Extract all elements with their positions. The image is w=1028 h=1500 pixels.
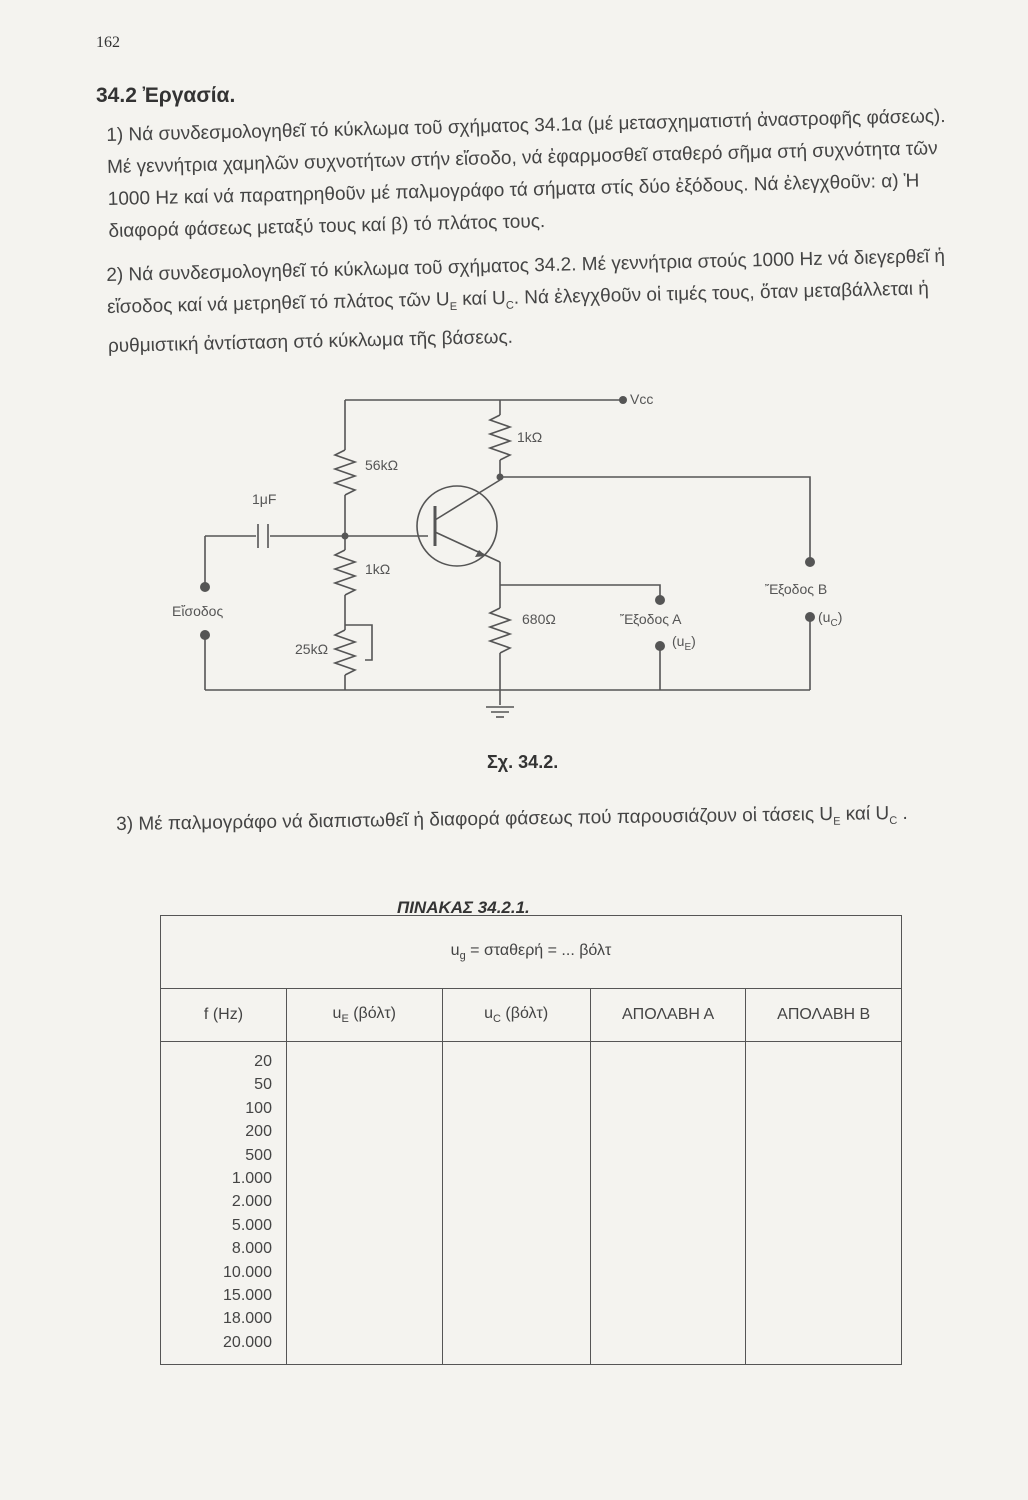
capacitor-label: 1μF (252, 491, 277, 507)
measurement-table (160, 915, 902, 1365)
frequency-value: 100 (245, 1099, 272, 1117)
header-frequency: f (Hz) (161, 989, 287, 1042)
header-ue: $u_E$ (βόλτ) (286, 989, 442, 1042)
output-a-wire (500, 585, 660, 598)
frequency-value: 20.000 (223, 1333, 272, 1351)
table-body-row (161, 1042, 902, 1365)
figure-caption: Σχ. 34.2. (487, 752, 559, 772)
paragraph-1: 1) Νά συνδεσμολογηθεῖ τό κύκλωμα τοῦ σχήματος 34.1α (μέ μετασχηματιστή ἀναστροφῆς φάσεως). Μέ γεννήτρια χαμηλῶν συχνοτήτων στήν εἴσοδο, νά ἐφαρμοσθεῖ σταθερό σῆμα στή συχνότητα τῶν 1000 Hz καί νά παρατηρηθοῦν μέ παλμογράφο τά σήματα στίς δύο ἐξόδους. Νά ἐλεγχθοῦν: α) Ἡ διαφορά φάσεως μεταξύ τους καί β) τό πλάτος τους. (106, 105, 946, 242)
gain-b-column (746, 1042, 902, 1365)
input-terminal-top (200, 582, 210, 592)
subscript-c: C (505, 299, 514, 312)
junction-dot (497, 474, 504, 481)
junction-dot (342, 533, 349, 540)
circuit-diagram (160, 380, 880, 740)
potentiometer-25k-symbol (335, 630, 355, 675)
paragraph-3-end: . (896, 802, 908, 825)
header-uc: $u_C$ (βόλτ) (442, 989, 590, 1042)
subscript-e: E (833, 815, 841, 828)
input-label: Εἴσοδος (172, 603, 224, 619)
gain-a-column (590, 1042, 746, 1365)
ue-column (286, 1042, 442, 1365)
input-terminal-bottom (200, 630, 210, 640)
frequency-value: 18.000 (223, 1310, 272, 1328)
table-title: ΠΙΝΑΚΑΣ 34.2.1. (397, 898, 530, 917)
frequency-value: 15.000 (223, 1287, 272, 1305)
subscript-e: E (449, 300, 458, 314)
r-collector-label: 1kΩ (517, 429, 543, 445)
output-b-label: Ἔξοδος Β (765, 581, 828, 597)
r-base-top-label: 56kΩ (365, 457, 399, 473)
output-a-terminal-top (655, 595, 665, 605)
output-b-value: $(u_C)$ (818, 609, 843, 629)
paragraph-3 (116, 796, 966, 849)
header-gain-b: ΑΠΟΛΑΒΗ Β (746, 989, 902, 1042)
output-a-terminal-bottom (655, 641, 665, 651)
r-base-bottom-label: 1kΩ (365, 561, 391, 577)
frequency-value: 8.000 (231, 1240, 272, 1258)
resistor-1k-collector-symbol (490, 415, 510, 460)
page-number: 162 (96, 34, 120, 51)
output-b-terminal-bottom (805, 612, 815, 622)
transistor-collector-lead (435, 480, 500, 520)
section-title: 34.2 Ἐργασία. (96, 84, 236, 107)
frequency-column (161, 1042, 287, 1365)
frequency-value: 500 (245, 1146, 272, 1164)
frequency-value: 20 (254, 1053, 272, 1070)
frequency-value: 2.000 (231, 1193, 272, 1211)
output-b-terminal-top (805, 557, 815, 567)
paragraph-2-text: 2) Νά συνδεσμολογηθεῖ τό κύκλωμα τοῦ σχήματος 34.2. Μέ γεννήτρια στούς 1000 Hz νά διεγερθεῖ ἡ εἴσοδος καί νά μετρηθεῖ τό πλάτος τῶν U (106, 245, 946, 318)
resistor-56k-symbol (335, 450, 355, 495)
paragraph-2-mid: καί U (456, 287, 506, 311)
frequency-value: 200 (245, 1123, 272, 1141)
output-b-wire (500, 477, 810, 560)
frequency-value: 5.000 (231, 1216, 272, 1234)
r-emitter-label: 680Ω (522, 611, 556, 627)
table-header-row (161, 989, 902, 1042)
subscript-c: C (889, 814, 898, 828)
paragraph-3-mid: καί U (840, 803, 890, 825)
output-a-label: Ἔξοδος Α (620, 611, 682, 627)
output-a-value: $(u_E)$ (672, 633, 696, 653)
vcc-terminal (619, 396, 627, 404)
paragraph-3-text: 3) Μέ παλμογράφο νά διαπιστωθεῖ ἡ διαφορά φάσεως πού παρουσιάζουν οἱ τάσεις U (116, 803, 834, 835)
table-note: $u_g = \sigma\tau\alpha\theta\varepsilon\rho ή$ = ... βόλτ (161, 916, 902, 989)
frequency-value: 1.000 (231, 1170, 272, 1188)
paragraph-2-end: . Νά ἐλεγχθοῦν οἱ τιμές τους, ὅταν μεταβάλλεται ἡ ρυθμιστική ἀντίσταση στό κύκλωμα τῆς βάσεως. (107, 278, 930, 357)
frequency-value: 10.000 (223, 1263, 272, 1281)
vcc-label: Vcc (630, 391, 654, 407)
uc-column (442, 1042, 590, 1365)
header-gain-a: ΑΠΟΛΑΒΗ Α (590, 989, 746, 1042)
paragraph-2 (106, 241, 958, 363)
transistor-body (417, 486, 497, 566)
frequency-value: 50 (254, 1076, 272, 1094)
r-pot-label: 25kΩ (295, 641, 329, 657)
table-note-row (161, 916, 902, 989)
resistor-680-symbol (490, 608, 510, 653)
resistor-1k-base-symbol (335, 550, 355, 595)
